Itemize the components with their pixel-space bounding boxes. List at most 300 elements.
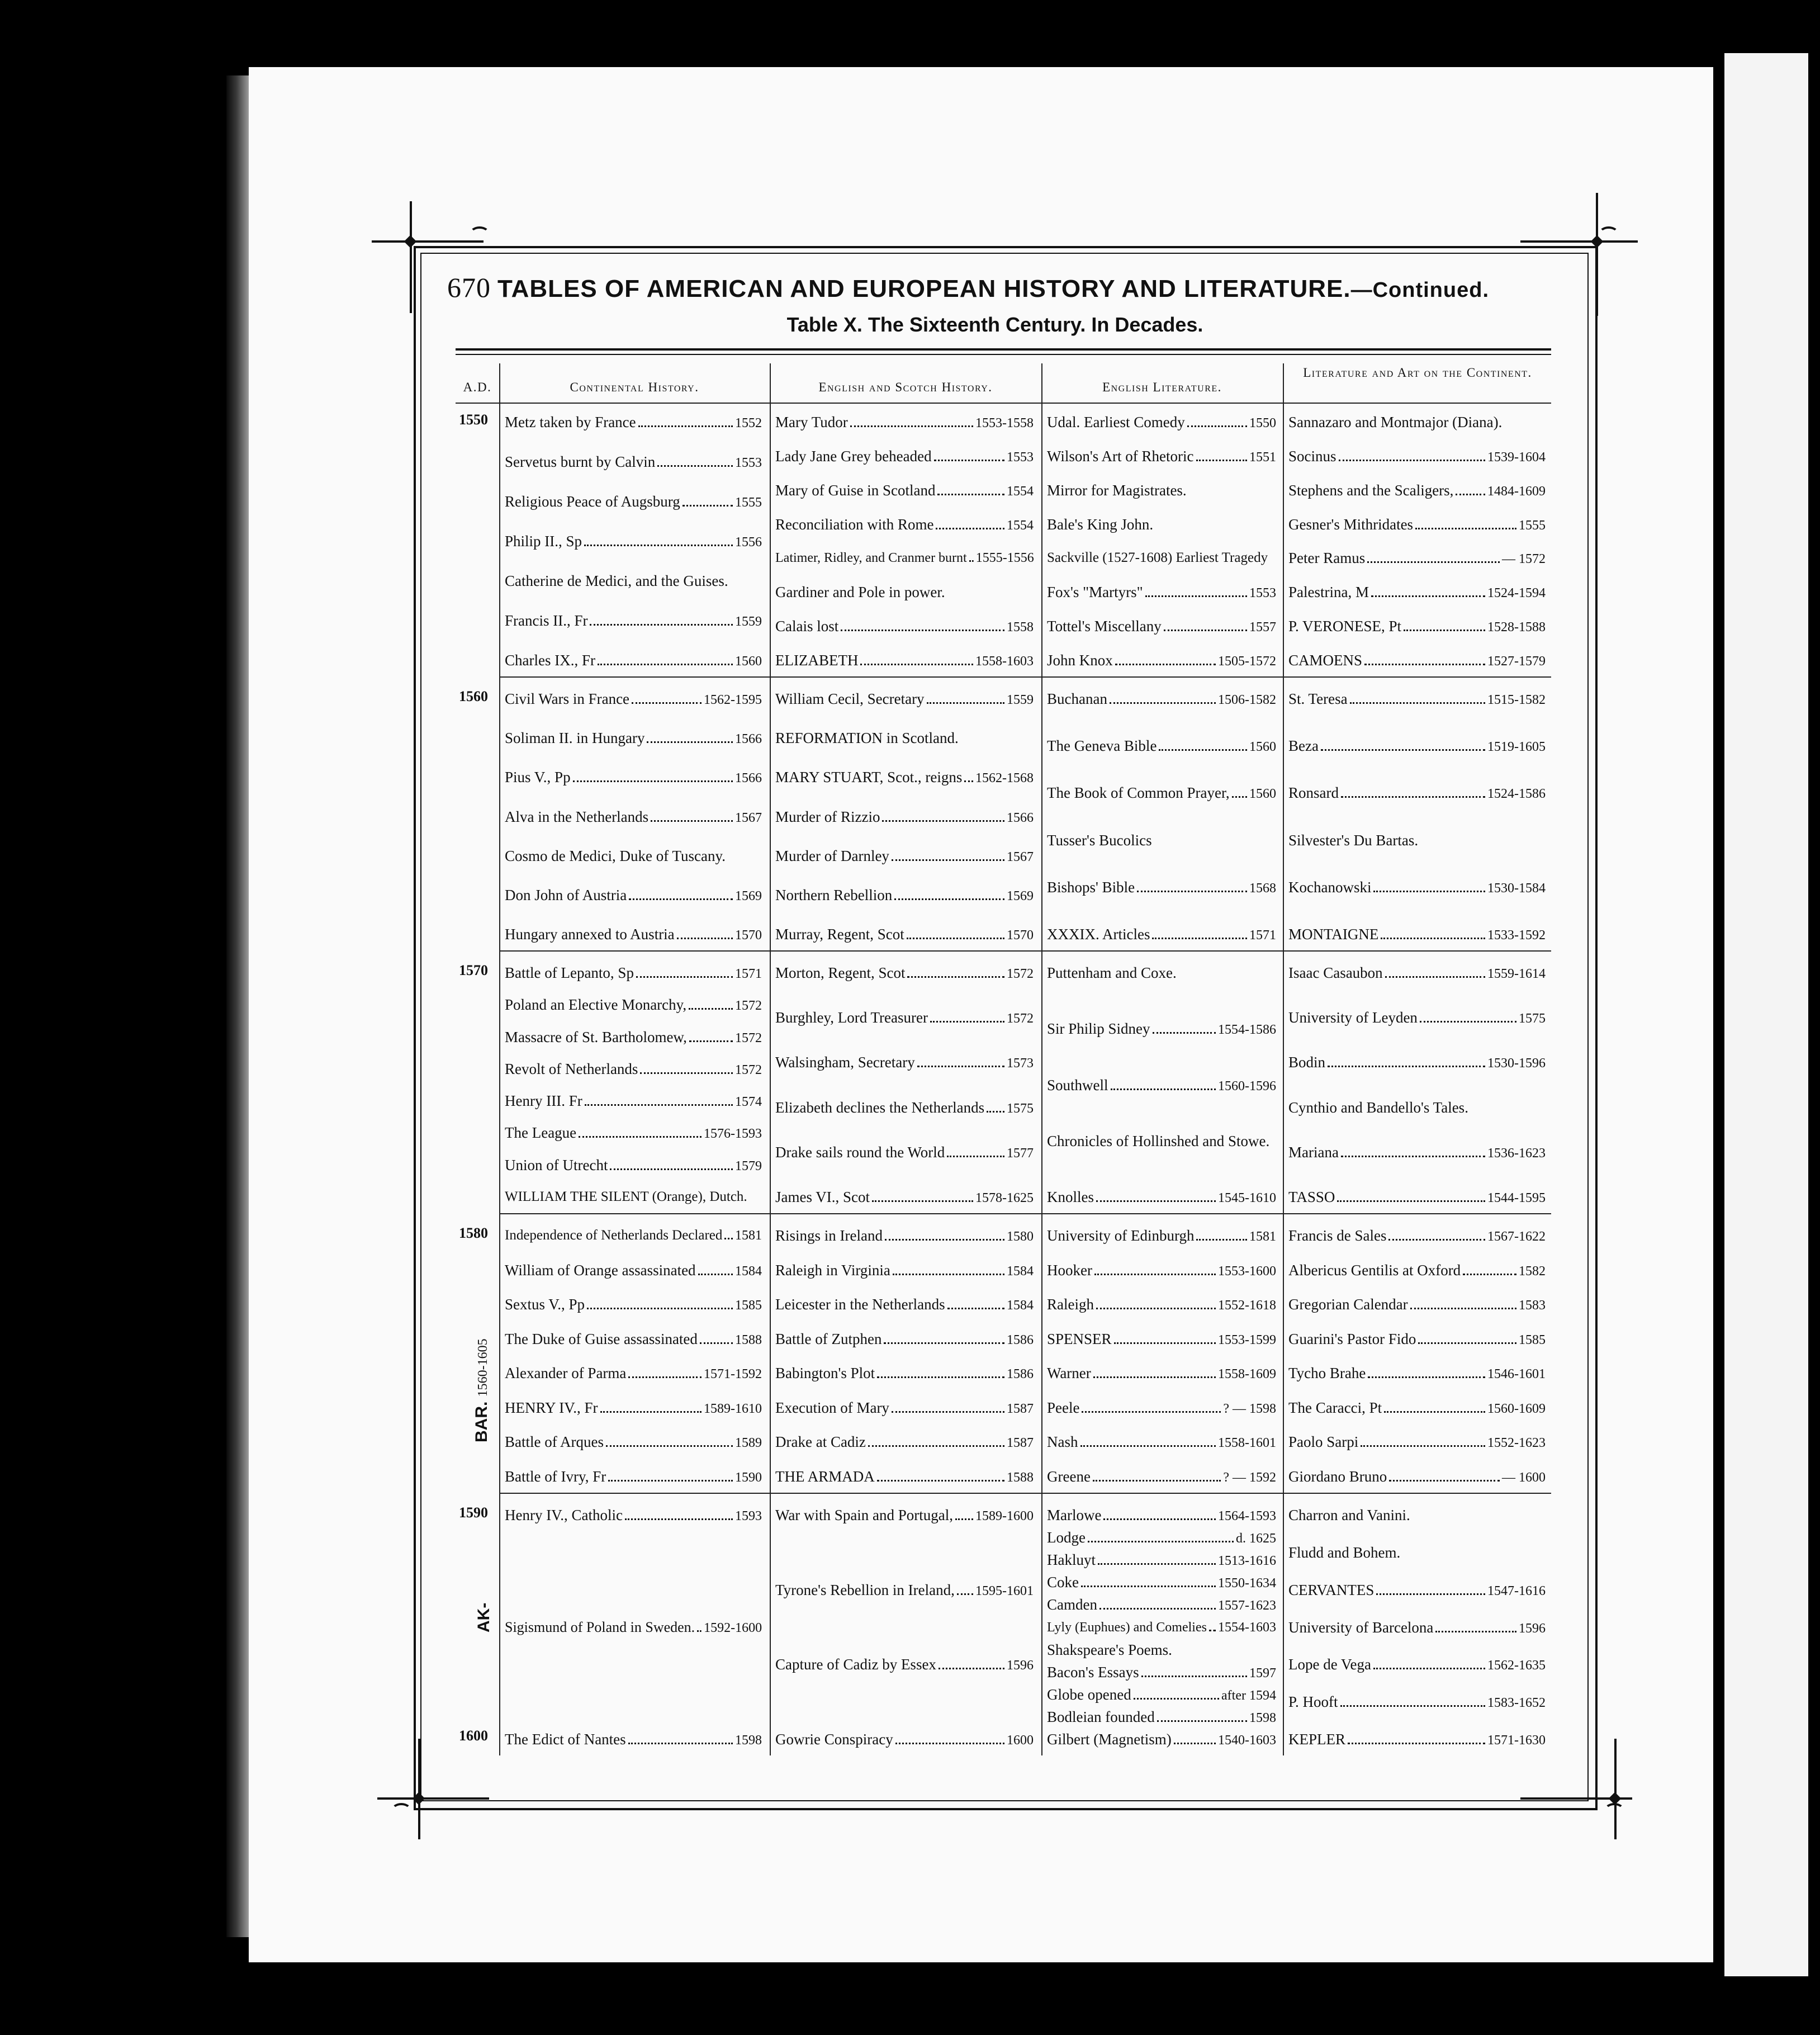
entry-date: 1596	[1007, 1658, 1034, 1673]
dot-leader	[651, 810, 733, 822]
entry-date: 1575	[1007, 1101, 1034, 1116]
dot-leader	[610, 1158, 733, 1170]
table-entry	[775, 887, 1034, 905]
table-entry	[1047, 1365, 1276, 1383]
dot-leader	[606, 1435, 733, 1447]
entry-date: 1528-1588	[1487, 620, 1546, 635]
decade-rule	[500, 1493, 1551, 1494]
entry-date: 1575	[1519, 1011, 1546, 1026]
decade-year: 1570	[459, 962, 488, 978]
entry-date: 1560	[1249, 740, 1276, 754]
table-entry	[505, 652, 762, 670]
entry-text: Greene	[1047, 1468, 1091, 1485]
entry-text: Drake sails round the World	[775, 1144, 945, 1161]
entry-text: Lady Jane Grey beheaded	[775, 448, 932, 465]
decade-year: 1560	[459, 688, 488, 704]
entry-date: 1530-1584	[1487, 881, 1546, 896]
table-entry	[1288, 964, 1546, 982]
table-entry	[505, 926, 762, 944]
table-entry	[1047, 1551, 1276, 1569]
dot-leader	[937, 484, 1004, 495]
border-ornament-bottom-left	[377, 1797, 489, 1800]
table-entry	[1047, 516, 1276, 533]
entry-text: James VI., Scot	[775, 1189, 870, 1205]
entry-date: 1585	[1519, 1333, 1546, 1347]
entry-text: Mirror for Magistrates.	[1047, 482, 1187, 499]
entry-text: Udal. Earliest Comedy	[1047, 414, 1185, 430]
dot-leader	[1364, 654, 1485, 665]
entry-text: MONTAIGNE	[1288, 926, 1379, 943]
entry-text: Tottel's Miscellany	[1047, 618, 1162, 635]
dot-leader	[877, 1366, 1004, 1378]
dot-leader	[731, 576, 760, 586]
entry-date: 1589-1600	[975, 1509, 1034, 1523]
entry-date: 1598	[1249, 1711, 1276, 1725]
entry-text: Battle of Arques	[505, 1433, 604, 1450]
column-header-ad: A.D.	[463, 380, 492, 394]
entry-text: University of Barcelona	[1288, 1619, 1434, 1636]
dot-leader	[1368, 1366, 1485, 1378]
decade-rule	[500, 676, 1551, 678]
entry-text: KEPLER	[1288, 1731, 1346, 1748]
table-entry	[1288, 690, 1546, 708]
entry-date: 1544-1595	[1487, 1191, 1546, 1205]
entry-text: Servetus burnt by Calvin	[505, 453, 656, 470]
entry-text: Bale's King John.	[1047, 516, 1154, 533]
entry-date: 1559	[735, 614, 762, 629]
table-entry	[1047, 964, 1276, 981]
entry-date: 1551	[1249, 450, 1276, 465]
table-entry	[505, 1262, 762, 1280]
column-header-continental: Continental History.	[570, 380, 699, 394]
table-entry	[775, 618, 1034, 636]
entry-text: The Caracci, Pt	[1288, 1399, 1382, 1416]
table-entry	[1047, 1596, 1276, 1614]
table-entry	[1047, 550, 1276, 566]
dot-leader	[1385, 966, 1485, 978]
dot-leader	[1371, 585, 1485, 597]
table-entry	[505, 1468, 762, 1486]
dot-leader	[1321, 739, 1485, 751]
dot-leader	[1099, 1598, 1216, 1610]
entry-text: Chronicles of Hollinshed and Stowe.	[1047, 1133, 1270, 1149]
entry-date: 1574	[735, 1095, 762, 1109]
dot-leader	[1340, 1695, 1485, 1707]
entry-text: Poland an Elective Monarchy,	[505, 996, 687, 1013]
dot-leader	[1404, 619, 1485, 631]
table-entry	[505, 1507, 762, 1525]
table-entry	[505, 1296, 762, 1314]
entry-text: Calais lost	[775, 618, 839, 635]
dot-leader	[1103, 1508, 1216, 1520]
table-entry	[1047, 1619, 1276, 1636]
entry-date: 1557	[1249, 620, 1276, 635]
table-entry	[1288, 1054, 1546, 1072]
entry-date: 1552-1623	[1487, 1436, 1546, 1450]
heading-rule-thick	[456, 348, 1551, 351]
dot-leader	[579, 1126, 702, 1138]
entry-text: Raleigh in Virginia	[775, 1262, 890, 1279]
entry-date: 1568	[1249, 881, 1276, 896]
entry-text: Puttenham and Coxe.	[1047, 964, 1177, 981]
dot-leader	[1164, 619, 1247, 631]
entry-date: 1558	[1007, 620, 1034, 635]
table-entry	[775, 848, 1034, 865]
entry-date: 1572	[735, 1063, 762, 1077]
entry-text: Camden	[1047, 1596, 1097, 1613]
entry-date: 1552	[735, 416, 762, 430]
entry-date: 1553	[735, 456, 762, 470]
entry-text: Bishops' Bible	[1047, 879, 1135, 896]
dot-leader	[1094, 1263, 1216, 1275]
entry-date: 1584	[1007, 1298, 1034, 1313]
entry-date: 1585	[735, 1298, 762, 1313]
dot-leader	[1341, 786, 1485, 798]
column-header-english-lit: English Literature.	[1102, 380, 1222, 394]
entry-date: after 1594	[1221, 1688, 1276, 1703]
column-header-english-scotch: English and Scotch History.	[818, 380, 993, 394]
dot-leader	[1080, 1435, 1216, 1447]
dot-leader	[961, 733, 1031, 743]
table-entry	[505, 572, 762, 589]
entry-text: Southwell	[1047, 1077, 1108, 1094]
entry-text: Battle of Zutphen	[775, 1331, 882, 1347]
entry-text: Northern Rebellion	[775, 887, 893, 903]
entry-date: 1557-1623	[1218, 1598, 1276, 1613]
dot-leader	[1098, 1553, 1216, 1565]
dot-leader	[1413, 1510, 1543, 1520]
table-entry	[1288, 1433, 1546, 1451]
dot-leader	[750, 1191, 760, 1201]
entry-text: Nash	[1047, 1433, 1078, 1450]
entry-date: 1539-1604	[1487, 450, 1546, 465]
table-entry	[1047, 618, 1276, 636]
table-entry	[1288, 1365, 1546, 1383]
table-entry	[1288, 1507, 1546, 1523]
dot-leader	[700, 1332, 733, 1344]
dot-leader	[1350, 692, 1485, 704]
entry-date: 1553	[1249, 586, 1276, 600]
table-entry	[505, 533, 762, 551]
entry-date: 1560	[735, 654, 762, 669]
entry-text: Kochanowski	[1288, 879, 1372, 896]
entry-date: 1536-1623	[1487, 1146, 1546, 1161]
entry-text: Don John of Austria	[505, 887, 627, 903]
table-entry	[1047, 926, 1276, 944]
entry-text: Beza	[1288, 737, 1319, 754]
entry-text: Cynthio and Bandello's Tales.	[1288, 1099, 1468, 1116]
entry-text: Catherine de Medici, and the Guises.	[505, 572, 728, 589]
column-divider	[499, 363, 500, 1755]
entry-text: Gesner's Mithridates	[1288, 516, 1414, 533]
entry-date: 1546-1601	[1487, 1367, 1546, 1381]
dot-leader	[1410, 1298, 1516, 1309]
dot-leader	[698, 1263, 733, 1275]
entry-date: 1566	[735, 732, 762, 746]
dot-leader	[628, 1733, 733, 1744]
table-entry	[1288, 414, 1546, 430]
dot-leader	[1115, 654, 1216, 665]
table-entry	[1047, 1641, 1276, 1658]
entry-date: ? — 1592	[1223, 1470, 1276, 1485]
table-entry	[1047, 1262, 1276, 1280]
dot-leader	[728, 851, 760, 861]
entry-text: Mary Tudor	[775, 414, 848, 430]
entry-text: Lyly (Euphues) and Comelies	[1047, 1620, 1207, 1635]
entry-date: 1587	[1007, 1436, 1034, 1450]
table-entry	[775, 964, 1034, 982]
book-spine-shadow	[226, 75, 252, 1937]
entry-text: University of Edinburgh	[1047, 1227, 1195, 1244]
entry-text: Knolles	[1047, 1189, 1094, 1205]
dot-leader	[1174, 1733, 1216, 1744]
table-entry	[775, 1507, 1034, 1525]
entry-text: Raleigh	[1047, 1296, 1094, 1313]
dot-leader	[1435, 1621, 1516, 1632]
border-ornament-right-bottom	[1614, 1739, 1617, 1839]
entry-text: Massacre of St. Bartholomew,	[505, 1029, 687, 1045]
table-entry	[1047, 1664, 1276, 1682]
dot-leader	[1141, 1665, 1247, 1677]
table-entry	[775, 730, 1034, 746]
continued-label: —Continued.	[1350, 278, 1489, 302]
entry-date: 1524-1594	[1487, 586, 1546, 600]
entry-date: 1578-1625	[975, 1191, 1034, 1205]
dot-leader	[1463, 1263, 1516, 1275]
entry-text: Paolo Sarpi	[1288, 1433, 1359, 1450]
dot-leader	[724, 1228, 733, 1239]
dot-leader	[1153, 1022, 1216, 1034]
entry-text: Fludd and Bohem.	[1288, 1544, 1401, 1561]
dot-leader	[1270, 552, 1274, 562]
entry-date: — 1600	[1502, 1470, 1546, 1485]
entry-date: 1555	[735, 495, 762, 510]
dot-leader	[1157, 1710, 1247, 1722]
table-entry	[1288, 1262, 1546, 1280]
entry-text: Drake at Cadiz	[775, 1433, 866, 1450]
dot-leader	[1114, 1332, 1216, 1344]
table-entry	[775, 1331, 1034, 1348]
dot-leader	[1232, 786, 1247, 798]
dot-leader	[632, 692, 702, 704]
entry-date: 1566	[735, 771, 762, 785]
entry-date: d. 1625	[1236, 1531, 1276, 1546]
entry-text: Lodge	[1047, 1529, 1086, 1546]
entry-date: 1590	[735, 1470, 762, 1485]
entry-text: Albericus Gentilis at Oxford	[1288, 1262, 1461, 1279]
dot-leader	[1093, 1366, 1216, 1378]
margin-note-bar-years: 1560-1605	[476, 1338, 490, 1397]
dot-leader	[1152, 927, 1247, 939]
table-entry	[1288, 1619, 1546, 1637]
dot-leader	[1110, 692, 1216, 704]
table-entry	[1288, 1731, 1546, 1749]
table-entry	[775, 1262, 1034, 1280]
entry-text: Gilbert (Magnetism)	[1047, 1731, 1172, 1748]
dot-leader	[1189, 485, 1274, 495]
dot-leader	[1272, 1136, 1276, 1146]
dot-leader	[1328, 1056, 1485, 1067]
dot-leader	[882, 810, 1004, 822]
table-entry	[775, 1009, 1034, 1027]
dot-leader	[1373, 881, 1485, 892]
table-entry	[1288, 879, 1546, 897]
entry-date: 1553-1600	[1218, 1264, 1276, 1279]
table-entry	[1288, 1296, 1546, 1314]
table-entry	[775, 1399, 1034, 1417]
dot-leader	[957, 1583, 973, 1595]
entry-date: 1582	[1519, 1264, 1546, 1279]
table-entry	[505, 493, 762, 511]
table-entry	[505, 1227, 762, 1244]
entry-date: 1589-1610	[704, 1402, 762, 1416]
dot-leader	[1179, 968, 1274, 978]
dot-leader	[841, 619, 1004, 631]
dot-leader	[587, 1298, 733, 1309]
dot-leader	[573, 770, 733, 782]
entry-date: 1571	[1249, 928, 1276, 943]
decade-end-year: 1600	[459, 1728, 488, 1744]
dot-leader	[598, 654, 733, 665]
history-table	[456, 358, 1551, 1755]
entry-date: 1584	[1007, 1264, 1034, 1279]
dot-leader	[964, 770, 973, 782]
table-entry	[775, 1296, 1034, 1314]
border-ornament-curl-br	[1604, 1803, 1624, 1818]
table-entry	[1288, 1399, 1546, 1417]
entry-date: 1572	[1007, 1011, 1034, 1026]
entry-date: 1554-1586	[1218, 1023, 1276, 1037]
entry-text: Sackville (1527-1608) Earliest Tragedy	[1047, 550, 1268, 565]
table-entry	[505, 1399, 762, 1417]
dot-leader	[1174, 1645, 1274, 1655]
dot-leader	[1418, 1332, 1516, 1344]
table-entry	[505, 1189, 762, 1205]
table-entry	[1047, 448, 1276, 466]
entry-date: 1584	[735, 1264, 762, 1279]
border-ornament-left-top	[410, 201, 412, 313]
table-entry	[775, 414, 1034, 432]
table-entry	[775, 690, 1034, 708]
table-entry	[1288, 584, 1546, 602]
dot-leader	[697, 1620, 702, 1632]
table-entry	[1047, 1133, 1276, 1149]
table-entry	[775, 652, 1034, 670]
entry-date: 1560-1609	[1487, 1402, 1546, 1416]
entry-text: Buchanan	[1047, 690, 1107, 707]
entry-text: Capture of Cadiz by Essex	[775, 1656, 936, 1673]
table-entry	[1047, 1574, 1276, 1592]
table-entry	[1047, 1433, 1276, 1451]
dot-leader	[895, 1733, 1004, 1744]
dot-leader	[927, 692, 1004, 704]
dot-leader	[1088, 1531, 1234, 1542]
dot-leader	[860, 654, 973, 665]
entry-date: 1547-1616	[1487, 1584, 1546, 1598]
entry-date: 1559-1614	[1487, 967, 1546, 981]
entry-text: Wilson's Art of Rhetoric	[1047, 448, 1194, 465]
entry-date: 1554	[1007, 518, 1034, 533]
entry-text: REFORMATION in Scotland.	[775, 730, 959, 746]
entry-date: 1484-1609	[1487, 484, 1546, 499]
table-entry	[775, 926, 1034, 944]
table-entry	[1047, 1731, 1276, 1749]
table-entry	[1288, 1331, 1546, 1348]
entry-text: Hooker	[1047, 1262, 1092, 1279]
table-entry	[775, 448, 1034, 466]
dot-leader	[850, 415, 973, 427]
entry-date: 1553-1599	[1218, 1333, 1276, 1347]
decade-year: 1550	[459, 411, 488, 428]
entry-text: Stephens and the Scaligers,	[1288, 482, 1454, 499]
table-entry	[1288, 926, 1546, 944]
entry-text: Alva in the Netherlands	[505, 808, 649, 825]
entry-text: Isaac Casaubon	[1288, 964, 1383, 981]
border-ornament-top-right	[1520, 240, 1638, 243]
entry-text: John Knox	[1047, 652, 1113, 669]
table-entry	[1047, 690, 1276, 708]
entry-text: Mary of Guise in Scotland	[775, 482, 936, 499]
entry-text: Murder of Darnley	[775, 848, 889, 864]
entry-text: Babington's Plot	[775, 1365, 875, 1381]
border-ornament-curl-bl	[391, 1803, 411, 1818]
dot-leader	[930, 1011, 1004, 1023]
dot-leader	[1096, 1190, 1216, 1202]
entry-date: 1572	[1007, 967, 1034, 981]
entry-date: 1558-1609	[1218, 1367, 1276, 1381]
table-entry	[505, 1029, 762, 1047]
table-entry	[1047, 879, 1276, 897]
entry-text: Murder of Rizzio	[775, 808, 880, 825]
entry-date: 1593	[735, 1509, 762, 1523]
entry-date: 1555	[1519, 518, 1546, 533]
entry-date: 1569	[1007, 889, 1034, 903]
entry-text: Francis II., Fr	[505, 612, 588, 629]
table-entry	[505, 612, 762, 630]
entry-text: Henry III. Fr	[505, 1092, 582, 1109]
dot-leader	[885, 1229, 1004, 1241]
entry-date: 1572	[735, 1031, 762, 1045]
entry-text: Union of Utrecht	[505, 1157, 608, 1173]
entry-date: 1515-1582	[1487, 693, 1546, 707]
dot-leader	[892, 1401, 1004, 1413]
entry-date: 1524-1586	[1487, 787, 1546, 801]
table-entry	[775, 1099, 1034, 1117]
entry-text: Latimer, Ridley, and Cranmer burnt	[775, 551, 967, 565]
entry-text: Henry IV., Catholic	[505, 1507, 623, 1523]
entry-text: Soliman II. in Hungary	[505, 730, 645, 746]
dot-leader	[1376, 1583, 1485, 1595]
entry-date: 1571-1630	[1487, 1733, 1546, 1748]
entry-text: Execution of Mary	[775, 1399, 889, 1416]
decade-year: 1580	[459, 1225, 488, 1241]
entry-text: Peter Ramus	[1288, 550, 1366, 566]
entry-text: MARY STUART, Scot., reigns	[775, 769, 963, 785]
dot-leader	[892, 849, 1004, 861]
entry-text: Socinus	[1288, 448, 1336, 465]
dot-leader	[907, 927, 1004, 939]
entry-text: Palestrina, M	[1288, 584, 1369, 600]
entry-text: Guarini's Pastor Fido	[1288, 1331, 1416, 1347]
table-entry	[505, 1124, 762, 1142]
table-entry	[1288, 516, 1546, 534]
dot-leader	[936, 518, 1004, 529]
entry-text: Morton, Regent, Scot	[775, 964, 906, 981]
entry-text: Gregorian Calendar	[1288, 1296, 1408, 1313]
entry-text: Shakspeare's Poems.	[1047, 1641, 1172, 1658]
entry-text: Giordano Bruno	[1288, 1468, 1387, 1485]
margin-note-ak	[475, 1603, 494, 1632]
